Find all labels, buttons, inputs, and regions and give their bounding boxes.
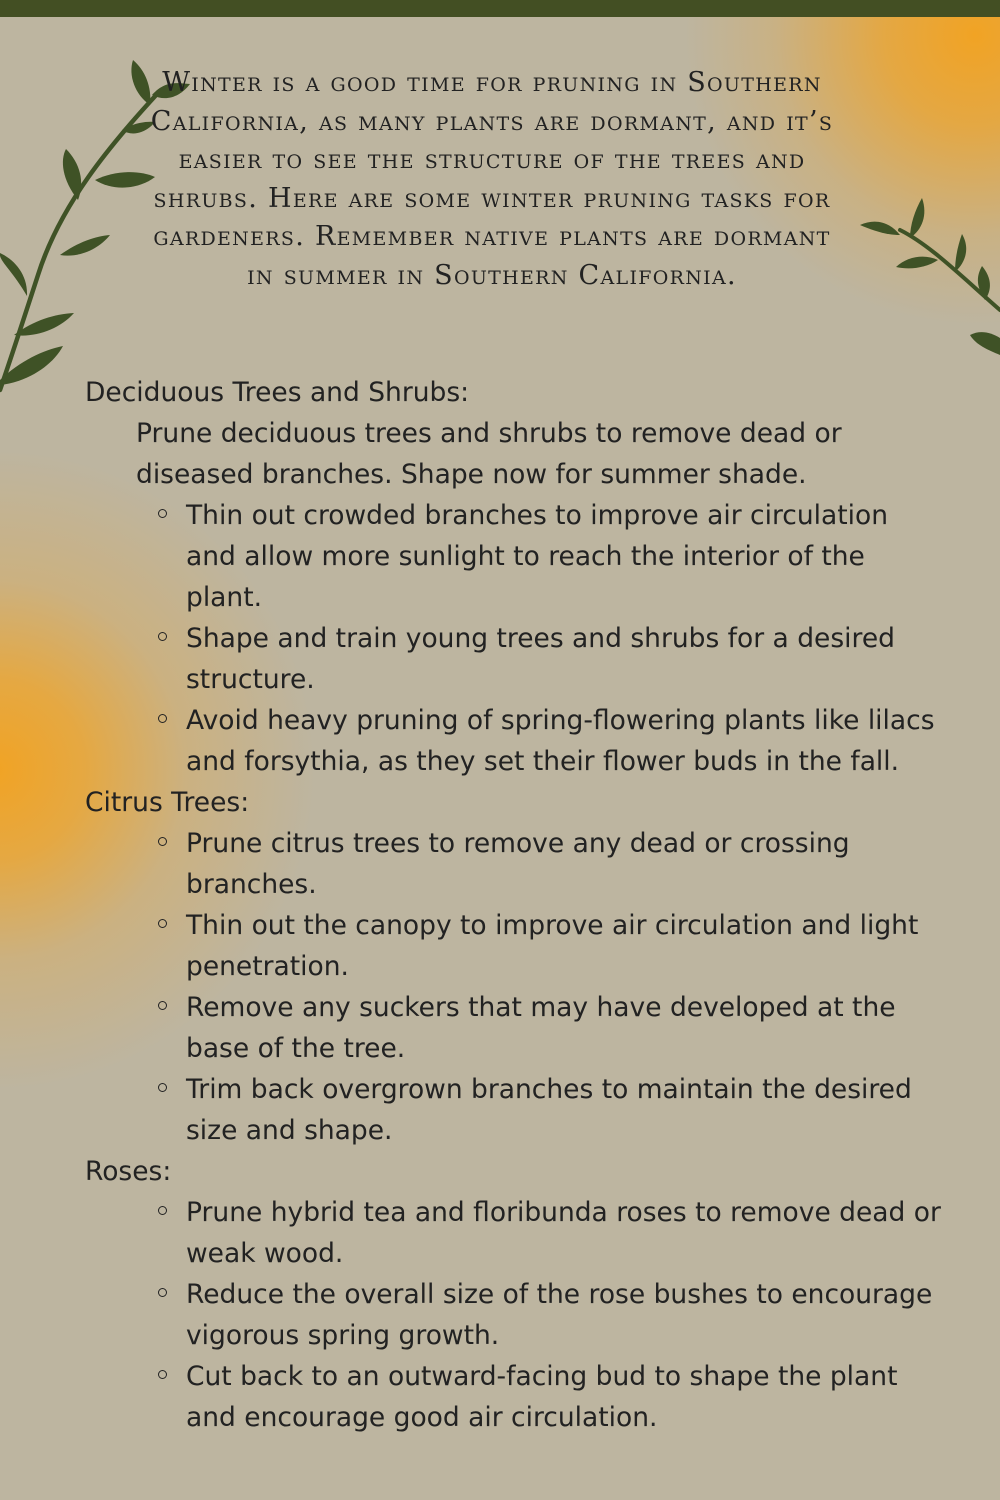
top-band (0, 0, 1000, 17)
bullet-circle-icon (158, 1370, 167, 1379)
bullet-circle-icon (158, 1083, 167, 1092)
list-item: Remove any suckers that may have developed at the base of the tree. (85, 987, 945, 1069)
bullet-list (85, 495, 945, 782)
list-item: Prune citrus trees to remove any dead or crossing branches. (85, 823, 945, 905)
bullet-circle-icon (158, 632, 167, 641)
vine-branch-icon (860, 190, 1000, 370)
bullet-circle-icon (158, 509, 167, 518)
section-title: Deciduous Trees and Shrubs: (85, 377, 470, 408)
section-title: Citrus Trees: (85, 787, 250, 818)
pruning-content (85, 372, 945, 1438)
section-roses (85, 1151, 945, 1438)
list-item: Thin out the canopy to improve air circulation and light penetration. (85, 905, 945, 987)
section-title: Roses: (85, 1156, 172, 1187)
intro-paragraph: Winter is a good time for pruning in Southern California, as many plants are dormant, and it’s easier to see the structure of the trees and shrubs. Here are some winter pruning tasks for gardeners. Remember native plants are dormant in summer in Southern California. (150, 67, 834, 291)
section-intro: Prune deciduous trees and shrubs to remove dead or diseased branches. Shape now for summer shade. (136, 418, 842, 490)
list-item: Reduce the overall size of the rose bushes to encourage vigorous spring growth. (85, 1274, 945, 1356)
bullet-list (85, 1192, 945, 1438)
section-deciduous (85, 372, 945, 782)
list-item: Shape and train young trees and shrubs for a desired structure. (85, 618, 945, 700)
bullet-circle-icon (158, 714, 167, 723)
bullet-circle-icon (158, 1001, 167, 1010)
list-item: Prune hybrid tea and floribunda roses to remove dead or weak wood. (85, 1192, 945, 1274)
bullet-circle-icon (158, 919, 167, 928)
section-citrus (85, 782, 945, 1151)
list-item: Trim back overgrown branches to maintain the desired size and shape. (85, 1069, 945, 1151)
list-item: Cut back to an outward-facing bud to shape the plant and encourage good air circulation. (85, 1356, 945, 1438)
list-item: Avoid heavy pruning of spring-flowering plants like lilacs and forsythia, as they set their flower buds in the fall. (85, 700, 945, 782)
list-item: Thin out crowded branches to improve air circulation and allow more sunlight to reach the interior of the plant. (85, 495, 945, 618)
bullet-circle-icon (158, 1288, 167, 1297)
bullet-circle-icon (158, 837, 167, 846)
bullet-circle-icon (158, 1206, 167, 1215)
bullet-list (85, 823, 945, 1151)
